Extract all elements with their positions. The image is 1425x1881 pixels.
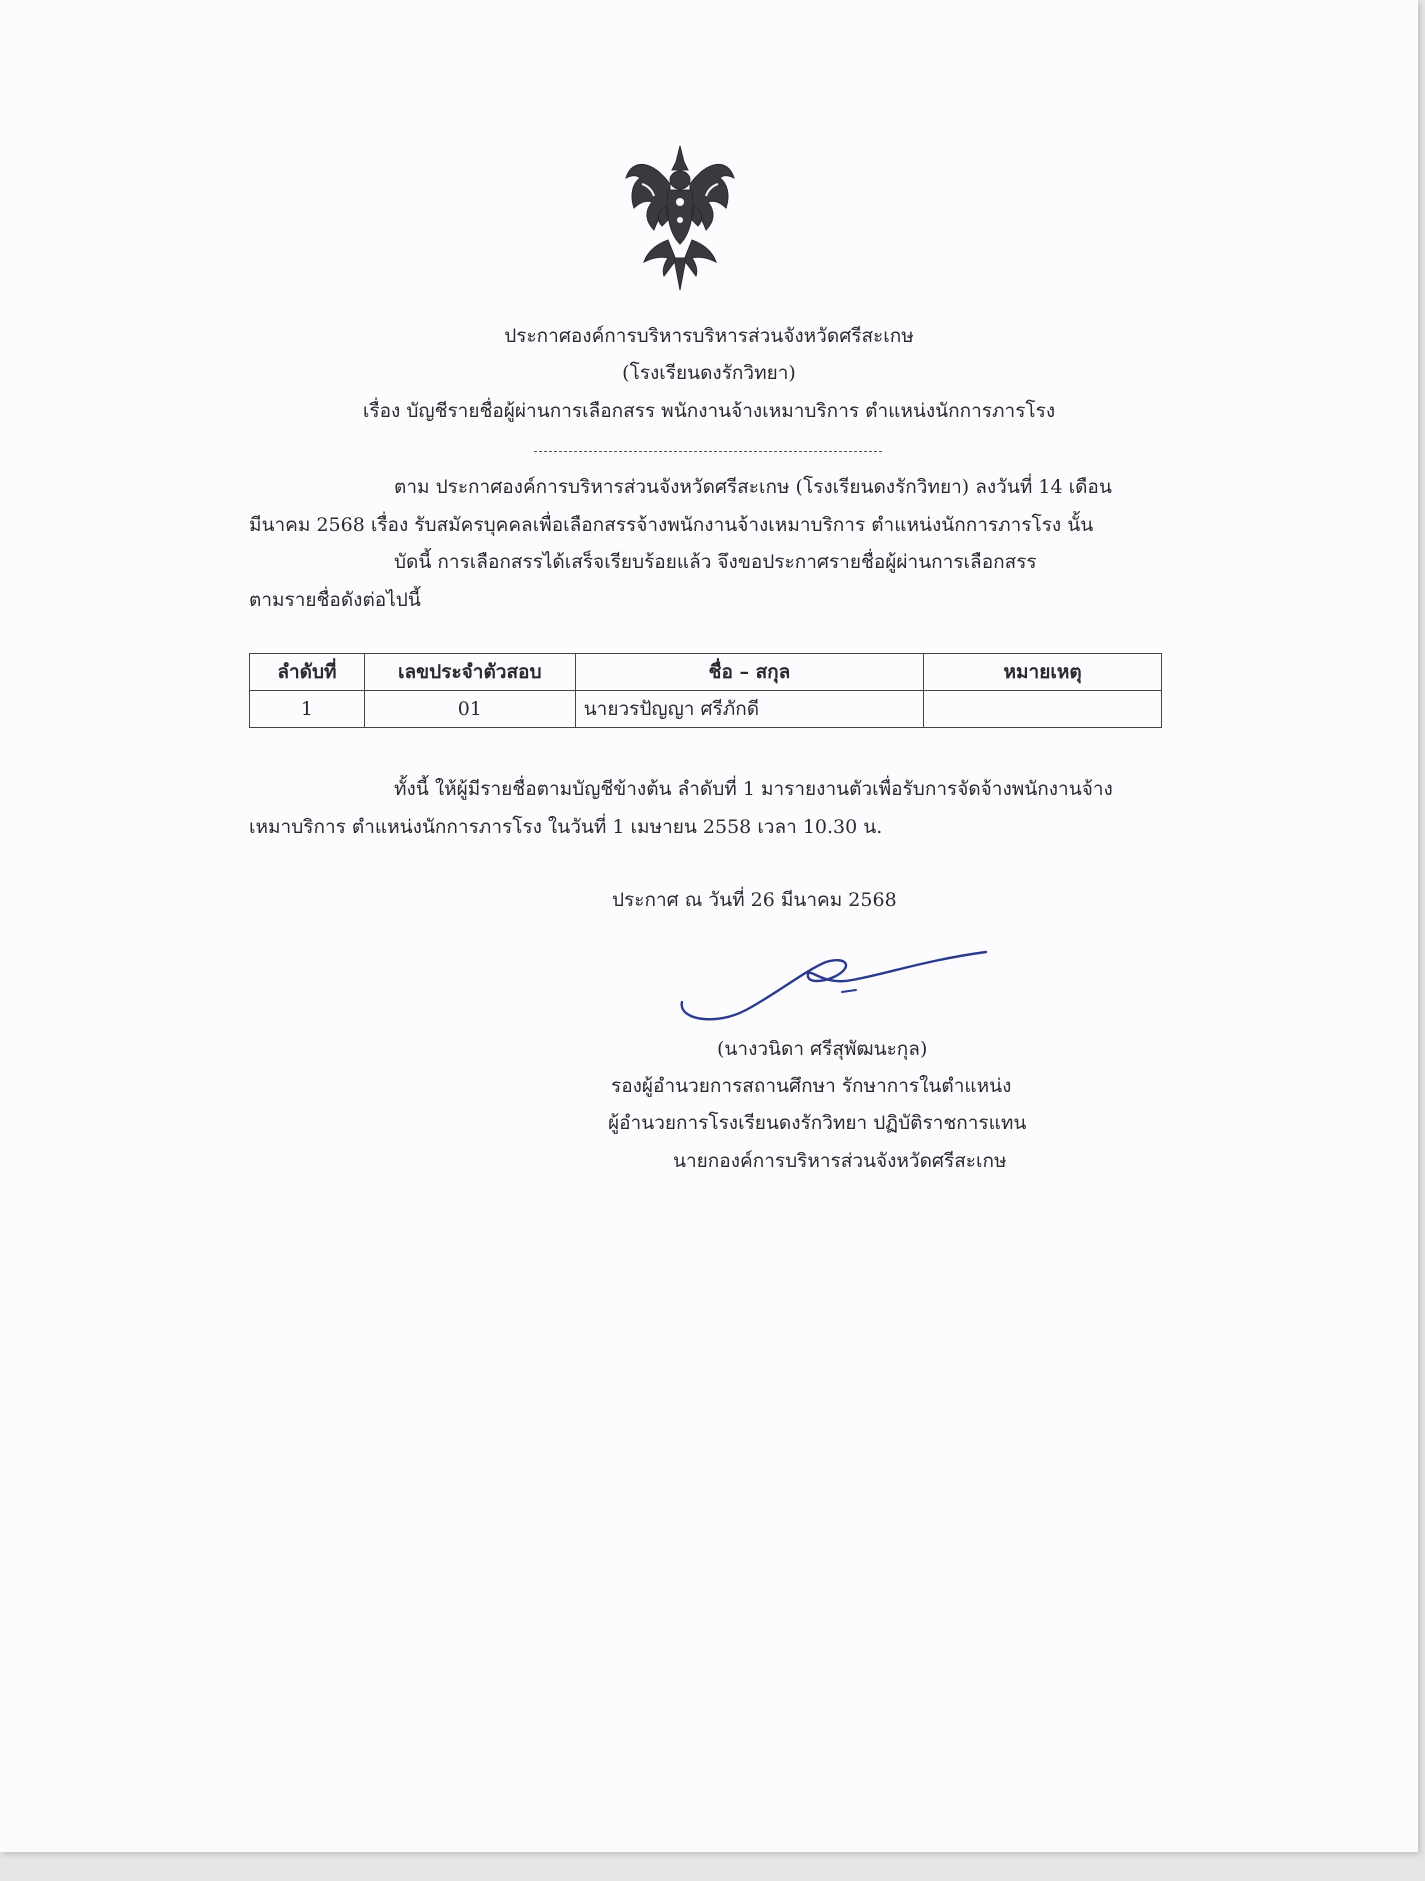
signatory-title-line-2: ผู้อำนวยการโรงเรียนดงรักวิทยา ปฏิบัติราชการแทน — [608, 1112, 1027, 1134]
announce-date: ประกาศ ณ วันที่ 26 มีนาคม 2568 — [612, 889, 897, 911]
closing-line-1: ทั้งนี้ ให้ผู้มีรายชื่อตามบัญชีข้างต้น ลำดับที่ 1 มารายงานตัวเพื่อรับการจัดจ้างพนักงานจ้าง — [394, 778, 1113, 800]
paragraph-1-line-2: มีนาคม 2568 เรื่อง รับสมัครบุคคลเพื่อเลือกสรรจ้างพนักงานจ้างเหมาบริการ ตำแหน่งนักการภารโรง นั้น — [249, 514, 1094, 536]
cell-exam-id: 01 — [364, 691, 575, 728]
table-header-row — [250, 654, 1162, 691]
header-divider — [534, 451, 882, 452]
closing-line-2: เหมาบริการ ตำแหน่งนักการภารโรง ในวันที่ 1 เมษายน 2558 เวลา 10.30 น. — [249, 816, 883, 838]
cell-order: 1 — [250, 691, 365, 728]
paragraph-1-line-1: ตาม ประกาศองค์การบริหารส่วนจังหวัดศรีสะเกษ (โรงเรียนดงรักวิทยา) ลงวันที่ 14 เดือน — [394, 476, 1112, 498]
cell-remarks — [924, 691, 1162, 728]
paragraph-2-line-2: ตามรายชื่อดังต่อไปนี้ — [249, 589, 421, 611]
signatory-title-line-3: นายกองค์การบริหารส่วนจังหวัดศรีสะเกษ — [673, 1150, 1007, 1172]
column-header-full-name: ชื่อ – สกุล — [575, 654, 924, 691]
signatory-title-line-1: รองผู้อำนวยการสถานศึกษา รักษาการในตำแหน่ง — [611, 1075, 1012, 1097]
column-header-order: ลำดับที่ — [250, 654, 365, 691]
table-row — [250, 691, 1162, 728]
cell-full-name: นายวรปัญญา ศรีภักดี — [575, 691, 924, 728]
results-table — [249, 653, 1162, 728]
garuda-emblem-icon — [622, 140, 738, 292]
column-header-remarks: หมายเหตุ — [924, 654, 1162, 691]
column-header-exam-id: เลขประจำตัวสอบ — [364, 654, 575, 691]
header-org-line: ประกาศองค์การบริหารบริหารส่วนจังหวัดศรีสะเกษ — [504, 325, 914, 347]
signatory-name: (นางวนิดา ศรีสุพัฒนะกุล) — [717, 1038, 928, 1060]
header-school-line: (โรงเรียนดงรักวิทยา) — [622, 362, 796, 384]
header-subject-line: เรื่อง บัญชีรายชื่อผู้ผ่านการเลือกสรร พนักงานจ้างเหมาบริการ ตำแหน่งนักการภารโรง — [362, 400, 1056, 422]
paragraph-2-line-1: บัดนี้ การเลือกสรรได้เสร็จเรียบร้อยแล้ว จึงขอประกาศรายชื่อผู้ผ่านการเลือกสรร — [394, 551, 1037, 573]
handwritten-signature — [676, 950, 996, 1030]
